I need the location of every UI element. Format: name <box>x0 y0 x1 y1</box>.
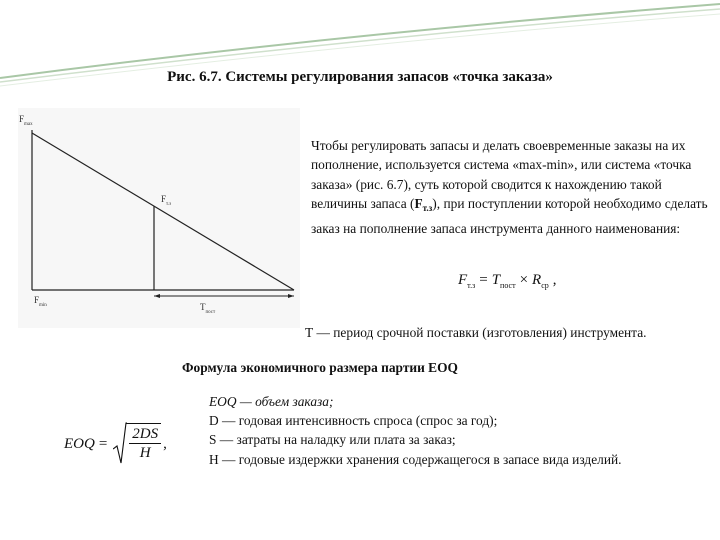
fmin-label: F <box>34 295 40 305</box>
eoq-definitions <box>209 392 622 469</box>
ftz-sub: т.з <box>166 202 172 207</box>
intro-paragraph: Чтобы регулировать запасы и делать своевременные заказы на их пополнение, используется система «max-min», или система «точка заказа» (рис. 6.7), суть которой сводится к нахождению такой величины запаса $(F_{т.з})$, при поступлении которой необходимо сделать заказ на пополнение запаса инструмента данного наименования: <box>311 138 708 236</box>
def-s: S — затраты на наладку или плата за заказ; <box>209 432 456 448</box>
eoq-denominator: H <box>139 445 151 461</box>
t-label: T <box>200 302 206 312</box>
t-definition: Т — период срочной поставки (изготовления) инструмента. <box>305 325 647 340</box>
t-sub: пост <box>205 310 216 315</box>
square-root <box>113 422 161 466</box>
order-point-formula: $F_{т.з} = T_{пост} \times R_{ср}$ , <box>458 272 557 290</box>
ftz-label: F <box>161 194 167 204</box>
figure-caption: Рис. 6.7. Системы регулирования запасов «точка заказа» <box>167 69 553 85</box>
def-d: D — годовая интенсивность спроса (спрос за год); <box>209 413 498 429</box>
def-eoq: EOQ — объем заказа; <box>209 394 334 409</box>
eoq-formula: EOQ = $\frac{2DS}{H}$ , <box>64 421 167 467</box>
fmin-sub: min <box>39 303 47 308</box>
fmax-sub: max <box>24 122 33 127</box>
def-h: H — годовые издержки хранения содержащегося в запасе вида изделий. <box>209 451 622 467</box>
ftz-symbol: F <box>414 196 423 212</box>
point-of-order-diagram <box>18 108 300 328</box>
eoq-heading: Формула экономичного размера партии EOQ <box>182 360 458 375</box>
fmax-label: F <box>19 114 25 124</box>
eoq-numerator: 2DS <box>129 426 161 444</box>
